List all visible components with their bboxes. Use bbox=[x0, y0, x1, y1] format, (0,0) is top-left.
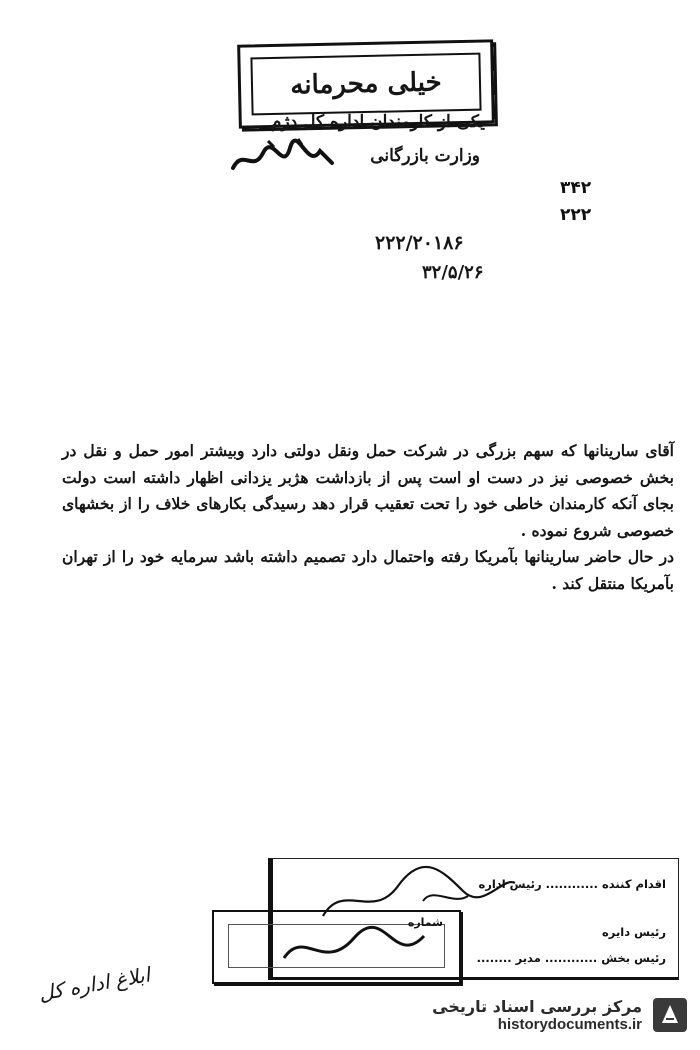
classification-stamp-text: خیلی محرمانه bbox=[250, 53, 481, 116]
document-date: ۳۲/۵/۲۶ bbox=[422, 262, 484, 283]
watermark-title: مرکز بررسی اسناد تاریخی bbox=[432, 997, 642, 1016]
reference-number-2: ۲۲۲ bbox=[560, 205, 592, 225]
watermark-text bbox=[432, 997, 642, 1033]
archive-logo-icon bbox=[650, 995, 690, 1035]
watermark-url: historydocuments.ir bbox=[497, 1016, 642, 1033]
routing-line-section: رئیس بخش ............ مدیر ........ bbox=[476, 951, 666, 965]
registration-stamp-label: شماره bbox=[407, 916, 443, 929]
routing-line-action: اقدام کننده ............ رئیس اداره bbox=[478, 877, 666, 891]
stamp-scribble bbox=[274, 918, 444, 978]
routing-line-office: رئیس دایره bbox=[602, 925, 666, 939]
file-number: ۲۲۲/۲۰۱۸۶ bbox=[375, 232, 464, 254]
reference-number-1: ۳۴۲ bbox=[560, 178, 592, 198]
sender-line: یکی از کارمندان اداره کل دژم bbox=[270, 112, 485, 132]
handwritten-annotation bbox=[228, 133, 338, 183]
document-body bbox=[62, 438, 674, 597]
handwritten-note: ابلاغ اداره کل bbox=[36, 962, 152, 1006]
body-paragraph: آقای سارینانها که سهم بزرگی در شرکت حمل ونقل دولتی دارد وبیشتر امور حمل و نقل در بخش خصوصی نیز در دست او است پس از بازداشت هژبر یزدانی اظهار داشته است دولت بجای آنکه کارمندان خاطی خود را تحت تعقیب قرار دهد رسیدگی بکارهای خلاف را از بخشهای خصوصی شروع نموده . bbox=[62, 441, 674, 540]
recipient-line: وزارت بازرگانی bbox=[370, 146, 480, 166]
watermark bbox=[432, 987, 690, 1043]
registration-stamp bbox=[212, 910, 461, 984]
body-paragraph: در حال حاضر سارینانها بآمریکا رفته واحتمال دارد تصمیم داشته باشد سرمایه خود را از تهران بآمریکا منتقل کند . bbox=[62, 547, 674, 593]
